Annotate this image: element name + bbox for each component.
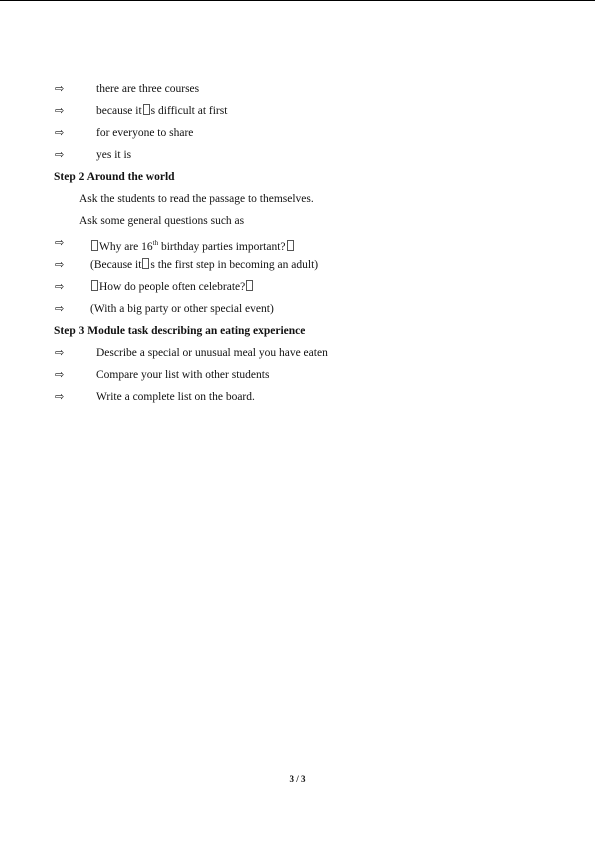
arrow-bullet-icon: ⇨ bbox=[55, 82, 65, 95]
step2-instruction-1: Ask the students to read the passage to themselves. bbox=[79, 193, 314, 205]
list-item-text: for everyone to share bbox=[96, 127, 194, 139]
step2-heading: Step 2 Around the world bbox=[54, 171, 175, 183]
list-item bbox=[0, 342, 595, 364]
list-item bbox=[0, 232, 595, 254]
question-text-part: Why are 16 bbox=[99, 241, 153, 253]
list-item bbox=[0, 254, 595, 276]
question-text-part: How do people often celebrate? bbox=[99, 281, 246, 293]
arrow-bullet-icon: ⇨ bbox=[55, 126, 65, 139]
list-item-text: yes it is bbox=[96, 149, 132, 161]
missing-glyph-box-icon bbox=[246, 280, 253, 291]
list-item bbox=[0, 100, 595, 122]
answer-text-part: s the first step in becoming an adult) bbox=[150, 259, 319, 271]
list-item-text: there are three courses bbox=[96, 83, 200, 95]
step2-heading-row bbox=[0, 166, 595, 188]
arrow-bullet-icon: ⇨ bbox=[55, 148, 65, 161]
step2-instruction-2: Ask some general questions such as bbox=[79, 215, 245, 227]
arrow-bullet-icon: ⇨ bbox=[55, 236, 65, 249]
step3-heading: Step 3 Module task describing an eating experience bbox=[54, 325, 306, 337]
question-text bbox=[90, 276, 254, 298]
missing-glyph-box-icon bbox=[143, 104, 150, 115]
list-item-text: Write a complete list on the board. bbox=[96, 391, 255, 403]
page-number: 3 / 3 bbox=[289, 774, 306, 784]
list-item bbox=[0, 364, 595, 386]
list-item bbox=[0, 78, 595, 100]
missing-glyph-box-icon bbox=[142, 258, 149, 269]
missing-glyph-box-icon bbox=[91, 280, 98, 291]
ordinal-superscript: th bbox=[152, 239, 159, 247]
step3-heading-row bbox=[0, 320, 595, 342]
arrow-bullet-icon: ⇨ bbox=[55, 302, 65, 315]
answer-text bbox=[90, 254, 318, 276]
arrow-bullet-icon: ⇨ bbox=[55, 368, 65, 381]
list-item-text-part: because it bbox=[96, 105, 142, 117]
arrow-bullet-icon: ⇨ bbox=[55, 280, 65, 293]
top-rule bbox=[0, 0, 595, 1]
arrow-bullet-icon: ⇨ bbox=[55, 104, 65, 117]
list-item bbox=[0, 386, 595, 408]
document-body bbox=[0, 78, 595, 408]
answer-text-part: (Because it bbox=[90, 259, 142, 271]
paragraph-line bbox=[0, 210, 595, 232]
missing-glyph-box-icon bbox=[91, 240, 98, 251]
list-item-text bbox=[96, 100, 227, 122]
list-item-text-part: s difficult at first bbox=[150, 105, 228, 117]
arrow-bullet-icon: ⇨ bbox=[55, 258, 65, 271]
list-item bbox=[0, 276, 595, 298]
list-item bbox=[0, 122, 595, 144]
list-item bbox=[0, 144, 595, 166]
arrow-bullet-icon: ⇨ bbox=[55, 390, 65, 403]
list-item bbox=[0, 298, 595, 320]
answer-text: (With a big party or other special event) bbox=[90, 303, 274, 315]
missing-glyph-box-icon bbox=[287, 240, 294, 251]
list-item-text: Describe a special or unusual meal you have eaten bbox=[96, 347, 328, 359]
paragraph-line bbox=[0, 188, 595, 210]
question-text-part: birthday parties important? bbox=[158, 241, 286, 253]
list-item-text: Compare your list with other students bbox=[96, 369, 270, 381]
arrow-bullet-icon: ⇨ bbox=[55, 346, 65, 359]
